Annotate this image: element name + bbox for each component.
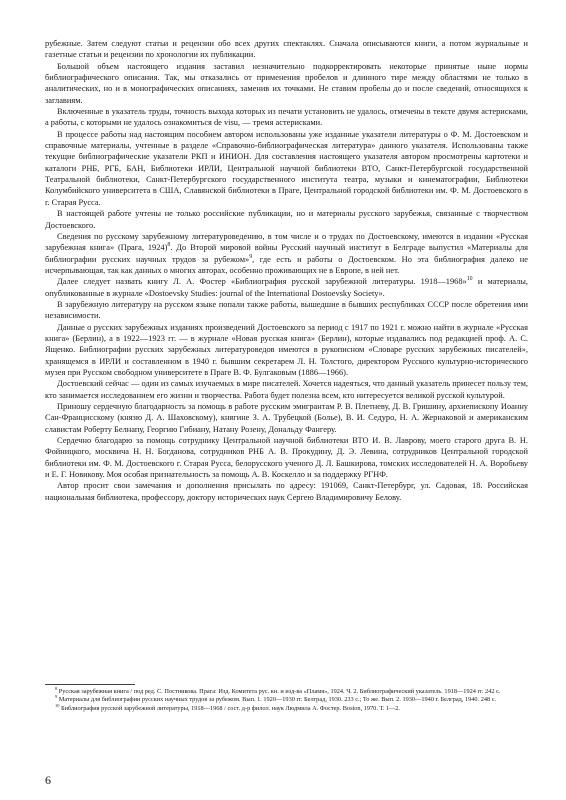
paragraph: В процессе работы над настоящим пособием автором использованы уже изданные указатели литературы о Ф. М. Достоевском и справочные материалы, учтенные в разделе «Справочно-библиографическая литература» данного указателя. Использованы также текущие библиографические указатели РКП и ИНИОН. Для составления настоящего указателя автором просмотрены картотеки и каталоги РНБ, РГБ, БАН, Библиотеки ИРЛИ, Центральной научной библиотеки ВТО, Санкт-Петербургской государственной Театральной библиотеки, Санкт-Петербургского государственного института театра, музыки и кинематографии, Библиотеки Колумбийского университета в США, Славянской библиотеки в Праге, Центральной городской библиотеки им. Ф. М. Достоевского в г. Старая Русса.	[45, 129, 528, 207]
paragraph-text: Сведения по русскому зарубежному литературоведению, в том числе и о трудах по Достоевскому, имеются в издании «Русская зарубежная книга» (Прага, 1924)	[45, 231, 528, 253]
paragraph: Сердечно благодарю за помощь сотруднику Центральной научной библиотеки ВТО И. В. Лаврову, моего старого друга В. Н. Фойницкого, москвича Н. Н. Богданова, сотрудников РНБ А. В. Прокудину, Д. Э. Левина, сотрудников Центральной городской библиотеки им. Ф. М. Достоевского г. Старая Русса, белорусского ученого Д. Л. Башкирова, томских исследователей Н. А. Воробьеву и Е. Г. Новикову. Моя особая признательность за помощь А. В. Коскелло и за поддержку РГНФ.	[45, 436, 528, 480]
paragraph	[45, 276, 528, 299]
main-text	[45, 38, 528, 503]
paragraph-text: , где есть и работы о Достоевском. Но эта библиография далеко не исчерпывающая, так как данных о многих авторах, особенно проживающих не в Европе, в ней нет.	[45, 254, 528, 275]
footnote	[45, 696, 528, 704]
footnote-number: 10	[55, 702, 60, 708]
footnotes	[45, 684, 528, 713]
footnote-ref[interactable]: 9	[249, 253, 253, 260]
footnote-number: 9	[55, 694, 58, 700]
paragraph: Приношу сердечную благодарность за помощь в работе русским эмигрантам Р. В. Плетневу, Д. В. Гришину, архиепископу Иоанну Сан-Францисскому (князю Д. А. Шаховскому), княгине З. А. Трубецкой (Больe), В. И. Седурo, Н. А. Жернаковой и американским славистам Роберту Белнапу, Георгию Гибиану, Натану Розену, Дональду Фангеру.	[45, 402, 528, 434]
footnote-text: Материалы для библиографии русских научных трудов за рубежом. Вып. 1. 1920—1930 гг. Белград, 1930. 233 с.; То же. Вып. 2. 1930—1940 г. Белград, 1940. 248 с.	[58, 696, 497, 704]
paragraph: рубежные. Затем следуют статьи и рецензии обо всех других спектаклях. Сначала описываются книги, а потом журнальные и газетные статьи и рецензии по хронологии их публикации.	[45, 39, 528, 60]
paragraph-text: и материалы, опубликованные в журнале «Dostoevsky Studies: journal of the International Dostoevsky Society».	[45, 277, 528, 298]
footnote-ref[interactable]: 8	[167, 242, 171, 249]
paragraph: Достоевский сейчас — один из самых изучаемых в мире писателей. Хочется надеяться, что данный указатель принесет пользу тем, кто занимается исследованием его жизни и творчества. Работа будет полезна всем, кто интересуется великой русской культурой.	[45, 379, 528, 400]
paragraph: Автор просит свои замечания и дополнения присылать по адресу: 191069, Санкт-Петербург, ул. Садовая, 18. Российская национальная библиотека, профессору, доктору исторических наук Сергею Владимировичу Белову.	[45, 481, 528, 502]
footnote	[45, 702, 528, 713]
footnote-text: Библиография русской зарубежной литературы, 1918—1968 / сост. д-р филол. наук Людмила А. Фостер. Boston, 1970. Т. 1—2.	[60, 704, 400, 712]
page-number: 6	[45, 773, 51, 787]
footnote-number: 8	[55, 685, 58, 691]
paragraph: В настоящей работе учтены не только российские публикации, но и материалы русского зарубежья, связанные с творчеством Достоевского.	[45, 209, 528, 230]
paragraph-text: . До Второй мировой войны Русский научный институт в Белграде выпустил «Материалы для библиографии русских научных трудов за рубежом»	[45, 243, 528, 264]
footnote-text: Русская зарубежная книга / под ред. С. Постникова. Прага: Изд. Комитета рус. кн. и изд-ва «Пламя», 1924. Ч. 2. Библиографический указатель. 1918—1924 гг. 242 с.	[58, 688, 501, 695]
paragraph: Данные о русских зарубежных изданиях произведений Достоевского за период с 1917 по 1921 г. можно найти в журнале «Русская книга» (Берлин), а в 1922—1923 гг. — в журнале «Новая русская книга» (Берлин), которые издавались под редакцией проф. А. С. Ященко. Библиографии русских зарубежных литературоведов имеются в рукописном «Словаре русских зарубежных писателей», хранящемся в ИРЛИ и составленном в 1940 г. бывшим секретарем Л. Н. Толстого, директором Русского культурно-исторического музея при Русском свободном университете в Праге В. Ф. Булгаковым (1886—1966).	[45, 322, 528, 377]
paragraph	[45, 231, 528, 276]
paragraph: В зарубежную литературу на русском языке попали также работы, вышедшие в бывших республиках СССР после обретения ими независимости.	[45, 299, 528, 321]
paragraph: Большой объем настоящего издания заставил незначительно подкорректировать некоторые принятые ныне нормы библиографического описания. Так, мы отказались от применения пробелов и длинного тире между областями не только в аналитических, но и в монографических описаниях, заменив их точками. Не ставим пробелы до и после сведений, относящихся к заглавиям.	[45, 61, 528, 105]
paragraph: Включенные в указатель труды, точность выхода которых из печати установить не удалось, отмечены в тексте двумя астерисками, а работы, с которыми не удалось ознакомиться de visu, — тремя астерисками.	[45, 107, 528, 128]
footnote-divider	[45, 684, 135, 685]
footnote-ref[interactable]: 10	[466, 276, 473, 283]
paragraph-text: Далее следует назвать книгу Л. А. Фостер «Библиография русской зарубежной литературы. 1918—1968»	[57, 277, 467, 287]
